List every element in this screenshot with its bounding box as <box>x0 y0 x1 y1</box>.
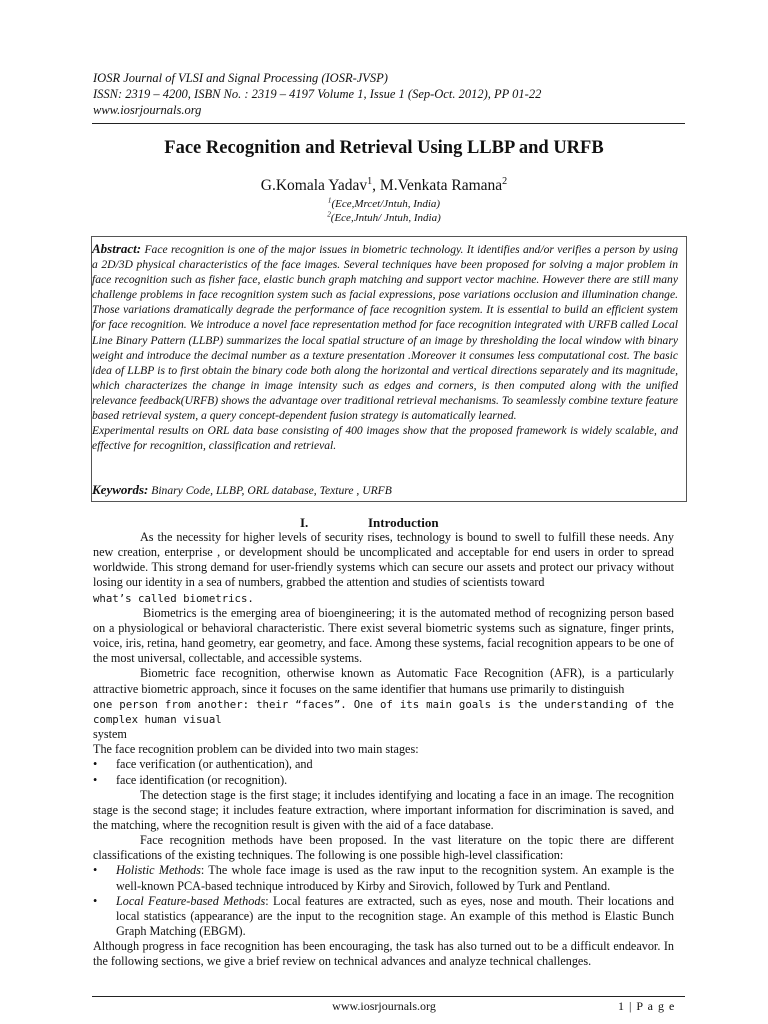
keywords-label: Keywords: <box>92 482 149 497</box>
list-item <box>93 863 674 893</box>
header-rule <box>92 123 685 124</box>
body-text <box>93 530 674 970</box>
list-item-text: face identification (or recognition). <box>116 772 288 787</box>
list-item <box>93 757 674 772</box>
journal-url[interactable]: www.iosrjournals.org <box>93 103 202 117</box>
keywords <box>92 482 678 498</box>
paragraph-4: The face recognition problem can be divided into two main stages: <box>93 742 419 757</box>
abstract-label: Abstract: <box>92 241 142 256</box>
paragraph-1-text: As the necessity for higher levels of security rises, technology is bound to swell to fulfill these needs. Any new creation, enterprise , or development should be uncomplicated and acceptable for end users in order to spread worldwide. This strong demand for user-friendly systems which can secure our assets and protect our privacy without losing our identity in a sea of numbers, grabbed the attention and studies of scientists toward <box>93 530 674 590</box>
method-2-title: Local Feature-based Methods <box>116 893 266 908</box>
bullet-icon: • <box>93 893 98 908</box>
affiliation-1 <box>80 198 688 210</box>
method-1-text: : The whole face image is used as the raw input to the recognition system. An example is the well-known PCA-based technique introduced by Kirby and Sirovich, followed by Turk and Pentland. <box>116 863 674 893</box>
method-2-text: : Local features are extracted, such as eyes, nose and mouth. Their locations and local statistics (appearance) are the input to the recognition stage. An example of this method is Elastic Bunch Graph Matching (EBGM). <box>116 893 675 939</box>
affiliation-2 <box>80 212 688 224</box>
bullet-icon: • <box>93 757 98 772</box>
paragraph-3-end: system <box>93 727 127 742</box>
author-1: G.Komala Yadav <box>260 177 368 194</box>
bullet-icon: • <box>93 863 98 878</box>
abstract-text: Face recognition is one of the major issues in biometric technology. It identifies and/or verifies a person by using a 2D/3D physical characteristics of the face images. Several techniques have been proposed for solving a major problem in face recognition such as fisher face, elastic bunch graph matching and support vector machine. However there are still many challenge problems in face recognition system such as facial expressions, pose variations occlusion and illumination change. Those variations dramatically degrade the performance of face recognition system. It is essential to build an efficient system for face recognition. We introduce a novel face representation method for face recognition integrated with URFB called Local Line Binary Pattern (LLBP) summarizes the local spatial structure of an image by thresholding the local window with binary weight and introduce the decimal number as a texture presentation .Moreover it consumes less computational cost. The basic idea of LLBP is to first obtain the binary code both along the horizontal and vertical directions separately and its magnitude, which characterizes the change in image intensity such as edges and corners, is then computed along with the unified relevance feedback(URFB) shows the advantage over traditional retrieval mechanisms. To seamlessly combine texture feature based retrieval system, a query concept-dependent fusion strategy is automatically learned. <box>92 243 679 423</box>
section-title: Introduction <box>368 515 439 530</box>
paper-title: Face Recognition and Retrieval Using LLBP and URFB <box>164 138 604 158</box>
paragraph-2: Biometrics is the emerging area of bioengineering; it is the automated method of recognizing person based on a physiological or behavioral characteristic. There exist several biometric systems such as signature, finger prints, voice, iris, retina, hand geometry, ear geometry, and face. Among these systems, facial recognition appears to be one of the most universal, collectable, and accessible systems. <box>93 605 674 666</box>
author-2: M.Venkata Ramana <box>379 177 503 194</box>
paragraph-7: Although progress in face recognition has been encouraging, the task has also turned out to be a difficult endeavor. In the following sections, we give a brief review on technical advances and analyze technical challenges. <box>93 939 674 969</box>
author-separator: , <box>372 177 380 194</box>
footer-rule <box>92 996 685 997</box>
abstract <box>92 241 678 453</box>
author-1-sup: 1 <box>367 175 373 187</box>
affiliation-2-text: (Ece,Jntuh/ Jntuh, India) <box>330 212 441 224</box>
paragraph-1 <box>93 530 674 606</box>
keywords-text: Binary Code, LLBP, ORL database, Texture , URFB <box>151 484 392 497</box>
list-item <box>93 894 674 939</box>
affiliation-1-text: (Ece,Mrcet/Jntuh, India) <box>331 198 441 210</box>
paragraph-1-mono: what’s called biometrics. <box>93 591 254 605</box>
paragraph-5: The detection stage is the first stage; it includes identifying and locating a face in an image. The recognition stage is the second stage; it includes feature extraction, where important information for discrimination is saved, and the matching, where the recognition result is given with the aid of a face database. <box>93 787 674 832</box>
abstract-results: Experimental results on ORL data base consisting of 400 images show that the proposed framework is widely scalable, and effective for recognition, classification and retrieval. <box>92 424 678 453</box>
method-1-title: Holistic Methods <box>116 863 201 878</box>
paragraph-3-text: Biometric face recognition, otherwise known as Automatic Face Recognition (AFR), is a particularly attractive biometric approach, since it focuses on the same identifier that humans use primarily to distinguish <box>93 666 674 696</box>
affiliation-2-sup: 2 <box>327 210 331 219</box>
paragraph-3 <box>93 666 674 742</box>
paragraph-6: Face recognition methods have been proposed. In the vast literature on the topic there are different classifications of the existing techniques. The following is one possible high-level classification: <box>93 833 674 863</box>
section-heading <box>300 515 439 531</box>
journal-header <box>93 70 683 118</box>
footer-url[interactable]: www.iosrjournals.org <box>332 999 436 1013</box>
list-item <box>93 773 674 788</box>
bullet-icon: • <box>93 772 98 787</box>
list-item-text: face verification (or authentication), and <box>116 757 313 772</box>
section-number: I. <box>300 515 309 530</box>
author-line <box>80 177 688 195</box>
affiliation-1-sup: 1 <box>327 196 332 205</box>
page-number: 1 | P a g e <box>618 999 676 1013</box>
journal-name: IOSR Journal of VLSI and Signal Processing (IOSR-JVSP) <box>93 71 388 85</box>
author-2-sup: 2 <box>502 175 508 187</box>
paragraph-3-mono: one person from another: their “faces”. One of its main goals is the understanding of the complex human visual <box>93 697 674 726</box>
journal-issn: ISSN: 2319 – 4200, ISBN No. : 2319 – 4197 Volume 1, Issue 1 (Sep-Oct. 2012), PP 01-22 <box>93 87 542 101</box>
